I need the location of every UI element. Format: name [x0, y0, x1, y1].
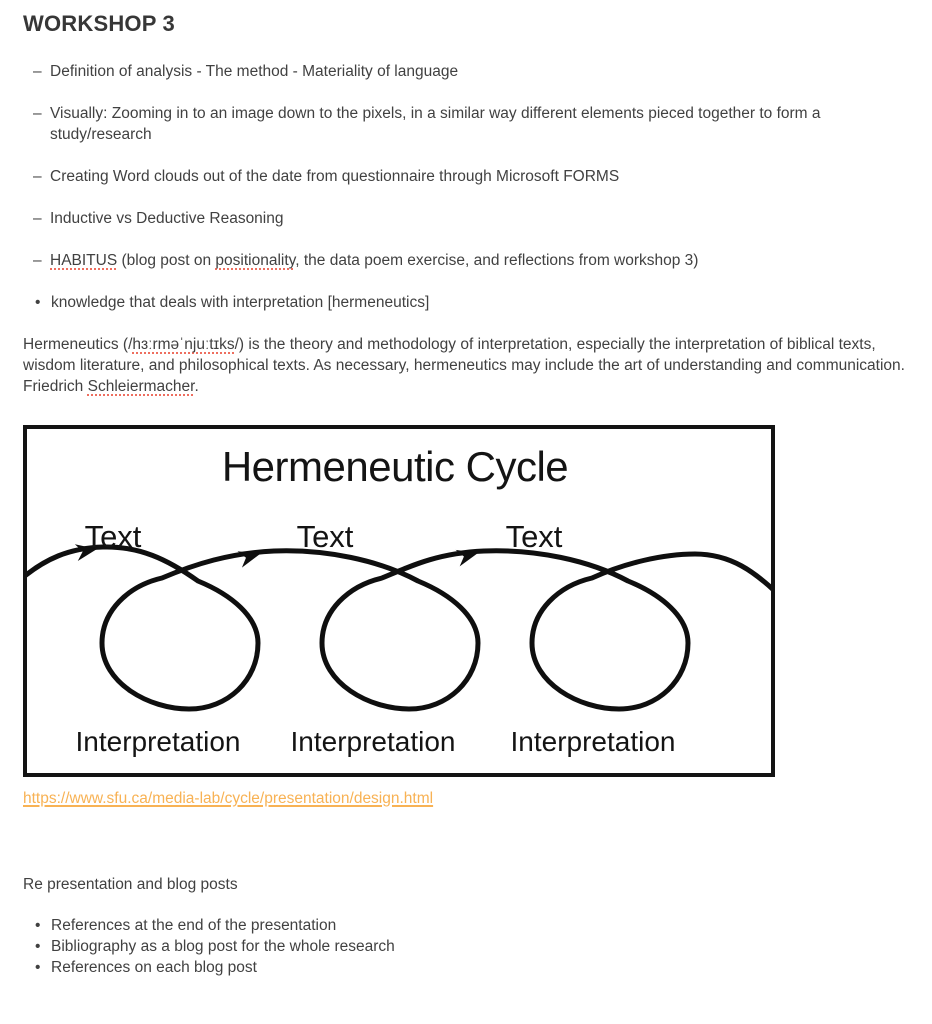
hermeneutic-cycle-diagram — [27, 429, 771, 773]
text-label: Text — [505, 519, 563, 554]
misspelled-word: Schleiermacher — [87, 378, 195, 395]
list-item-text: Creating Word clouds out of the date from questionnaire through Microsoft FORMS — [50, 168, 620, 185]
misspelled-word: positionality — [215, 252, 296, 269]
list-item — [23, 915, 906, 936]
link-row — [23, 790, 906, 808]
disc-bullet: • — [35, 938, 41, 955]
list-item-text: References on each blog post — [51, 959, 257, 976]
page-title: WORKSHOP 3 — [23, 11, 175, 36]
misspelled-word: HABITUS — [50, 252, 118, 269]
disc-bullet: • — [35, 294, 41, 311]
list-item-text: Inductive vs Deductive Reasoning — [50, 210, 284, 227]
paragraph-text: Hermeneutics (/ — [23, 336, 133, 353]
interpretation-label: Interpretation — [510, 726, 676, 757]
disc-bullet: • — [35, 959, 41, 976]
list-item-habitus — [23, 250, 906, 271]
interpretation-label: Interpretation — [75, 726, 241, 757]
dash-bullet: – — [33, 105, 42, 122]
figure-title: Hermeneutic Cycle — [221, 443, 569, 490]
re-presentation-heading: Re presentation and blog posts — [23, 876, 238, 893]
dash-bullet: – — [33, 168, 42, 185]
paragraph-text: . — [194, 378, 199, 395]
list-item-text: Visually: Zooming in to an image down to the pixels, in a similar way different elements pieced together to form a study/research — [50, 105, 821, 143]
hermeneutic-cycle-figure — [23, 425, 775, 777]
text-label: Text — [84, 519, 142, 554]
dash-bullet: – — [33, 63, 42, 80]
list-item — [23, 292, 906, 313]
list-item — [23, 208, 906, 229]
hermeneutics-paragraph — [23, 334, 906, 397]
list-item-text: References at the end of the presentation — [51, 917, 337, 934]
knowledge-list — [23, 292, 906, 313]
sfu-cycle-link[interactable]: https://www.sfu.ca/media-lab/cycle/presentation/design.html — [23, 790, 434, 807]
disc-bullet: • — [35, 917, 41, 934]
cycle-curve — [27, 547, 771, 709]
dash-bullet: – — [33, 252, 42, 269]
list-item — [23, 103, 906, 145]
paragraph-text: /) is the theory and methodology of interpretation, especially the interpretation of biblical texts, wisdom literature, and philosophical texts. As necessary, hermeneutics may include the art of understanding and communication. Friedrich — [23, 336, 905, 395]
list-item — [23, 61, 906, 82]
references-list — [23, 915, 906, 978]
list-item — [23, 957, 906, 978]
interpretation-label: Interpretation — [290, 726, 456, 757]
list-item-text: Bibliography as a blog post for the whole research — [51, 938, 395, 955]
list-item-text: knowledge that deals with interpretation [hermeneutics] — [51, 294, 430, 311]
workshop-topics-list — [23, 61, 906, 271]
ipa-pronunciation: hɜːrməˈnjuːtɪks — [132, 336, 235, 353]
list-item — [23, 166, 906, 187]
text-label: Text — [296, 519, 354, 554]
dash-bullet: – — [33, 210, 42, 227]
list-item-text: (blog post on — [117, 252, 216, 269]
list-item-text: , the data poem exercise, and reflections from workshop 3) — [295, 252, 699, 269]
list-item — [23, 936, 906, 957]
list-item-text: Definition of analysis - The method - Materiality of language — [50, 63, 459, 80]
